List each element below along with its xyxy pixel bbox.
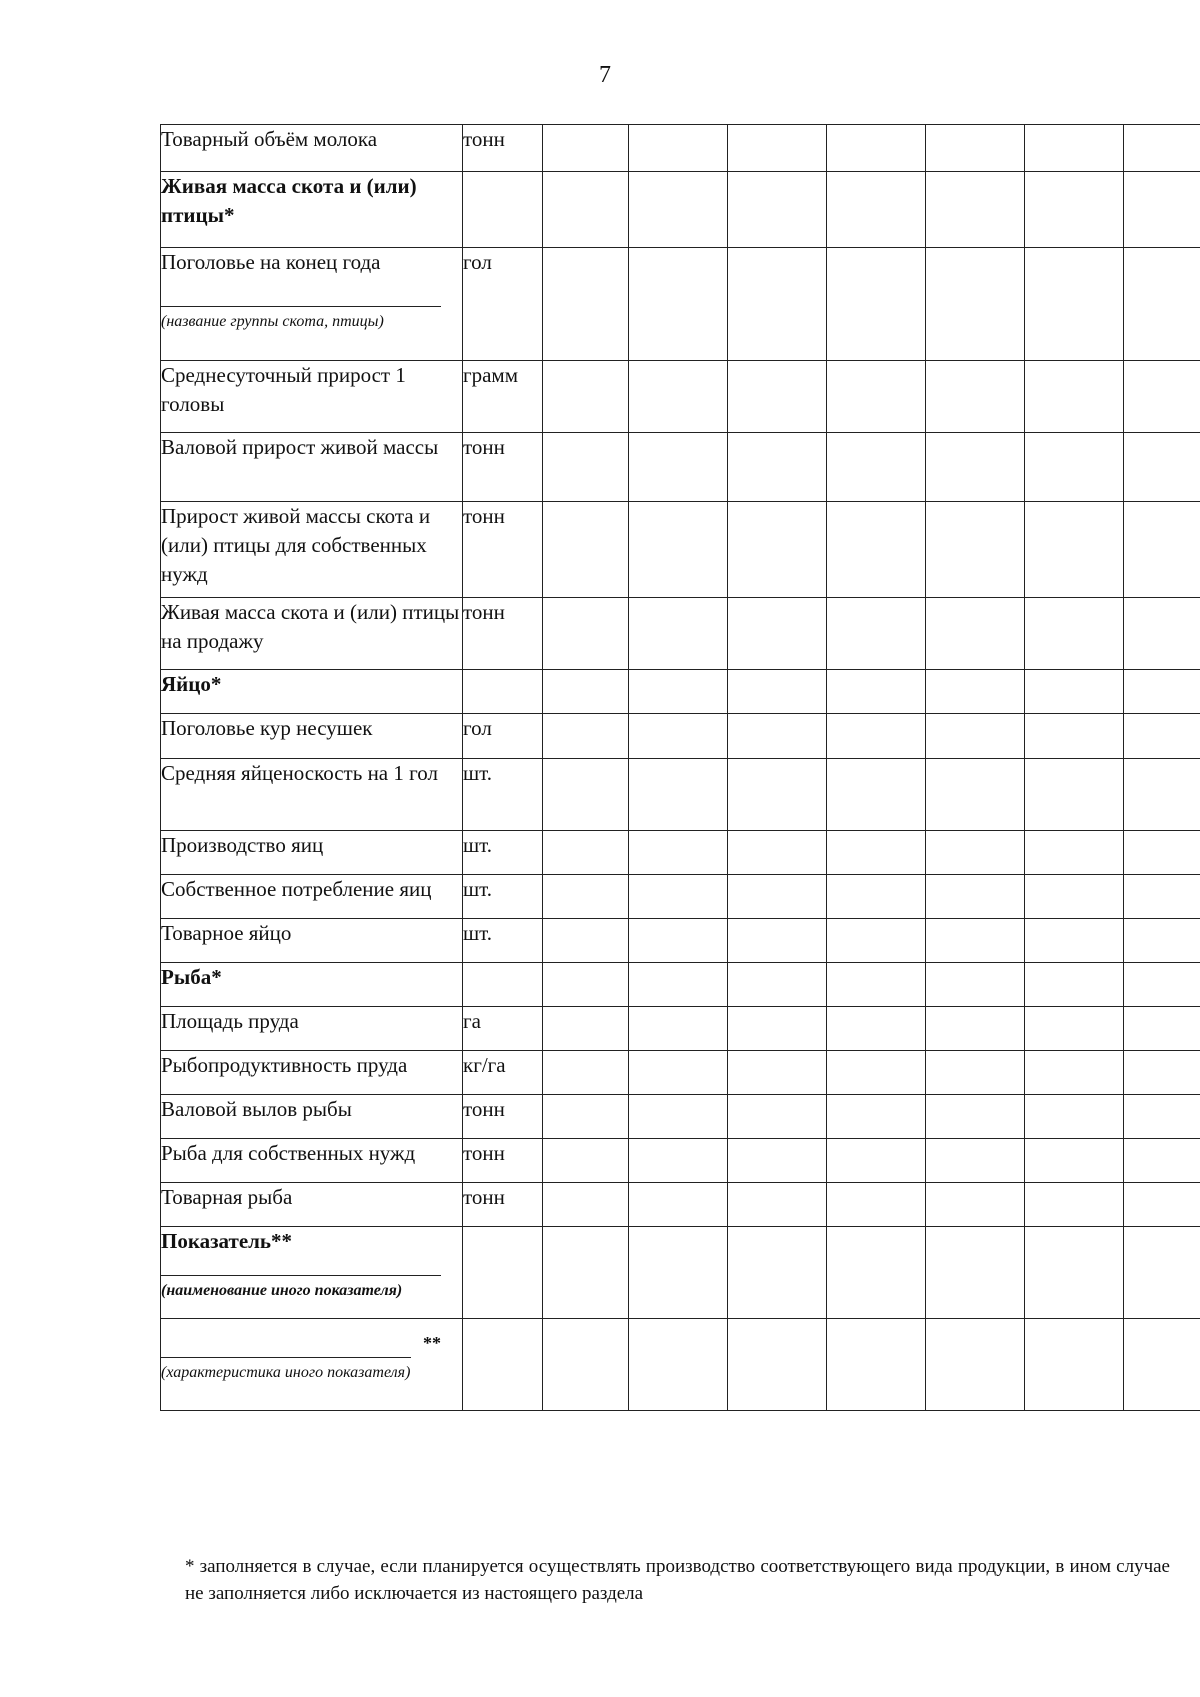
value-cell[interactable] [1124,1139,1200,1183]
indicator-name: Рыбопродуктивность пруда [161,1053,408,1077]
indicator-name-cell [161,963,463,1007]
value-cell[interactable] [1025,172,1124,248]
value-cell[interactable] [926,1183,1025,1227]
value-cell[interactable] [827,1007,926,1051]
value-cell[interactable] [827,831,926,875]
value-cell[interactable] [926,1319,1025,1411]
indicator-name: Поголовье кур несушек [161,716,373,740]
value-cell[interactable] [827,361,926,433]
unit-cell: тонн [463,125,543,172]
indicator-name-cell [161,1139,463,1183]
value-cell[interactable] [827,670,926,714]
unit-cell: тонн [463,433,543,502]
value-cell[interactable] [926,963,1025,1007]
table-row [161,502,1200,598]
unit-cell: гол [463,714,543,759]
fill-in-line[interactable] [161,1356,411,1358]
indicator-name-cell [161,1319,463,1411]
value-cell[interactable] [728,433,827,502]
value-cell[interactable] [926,598,1025,670]
indicator-name: Поголовье на конец года [161,250,381,274]
table-row [161,433,1200,502]
indicator-name: Товарная рыба [161,1185,293,1209]
value-cell[interactable] [1124,1007,1200,1051]
value-cell[interactable] [543,502,629,598]
value-cell[interactable] [728,714,827,759]
value-cell[interactable] [543,1007,629,1051]
value-cell[interactable] [1124,875,1200,919]
unit-cell: грамм [463,361,543,433]
value-cell[interactable] [926,919,1025,963]
value-cell[interactable] [629,248,728,361]
table-row [161,172,1200,248]
value-cell[interactable] [629,1139,728,1183]
value-cell[interactable] [827,502,926,598]
indicator-name-cell [161,248,463,361]
value-cell[interactable] [629,831,728,875]
fill-in-line[interactable] [161,1274,441,1276]
value-cell[interactable] [1025,248,1124,361]
value-cell[interactable] [827,433,926,502]
value-cell[interactable] [926,1227,1025,1319]
unit-cell [463,963,543,1007]
fill-in-line[interactable] [161,305,441,307]
value-cell[interactable] [629,502,728,598]
value-cell[interactable] [543,1051,629,1095]
value-cell[interactable] [728,248,827,361]
value-cell[interactable] [1025,1007,1124,1051]
value-cell[interactable] [728,1183,827,1227]
value-cell[interactable] [926,714,1025,759]
unit-cell [463,172,543,248]
indicator-name-cell [161,361,463,433]
indicator-name-cell [161,1227,463,1319]
value-cell[interactable] [728,125,827,172]
value-cell[interactable] [926,125,1025,172]
value-cell[interactable] [728,1319,827,1411]
value-cell[interactable] [1124,433,1200,502]
value-cell[interactable] [1124,1183,1200,1227]
value-cell[interactable] [926,433,1025,502]
indicator-name: Средняя яйценоскость на 1 гол [161,761,438,785]
table-row [161,1183,1200,1227]
page-number: 7 [599,62,611,88]
table-row [161,1095,1200,1139]
unit-cell [463,1319,543,1411]
value-cell[interactable] [1124,831,1200,875]
value-cell[interactable] [728,1227,827,1319]
value-cell[interactable] [629,1095,728,1139]
table-row [161,963,1200,1007]
value-cell[interactable] [728,502,827,598]
unit-cell: тонн [463,1183,543,1227]
footnote-marker: ** [423,1333,441,1353]
value-cell[interactable] [827,714,926,759]
value-cell[interactable] [728,670,827,714]
table-row [161,919,1200,963]
value-cell[interactable] [543,714,629,759]
value-cell[interactable] [629,125,728,172]
value-cell[interactable] [1124,1095,1200,1139]
value-cell[interactable] [827,1227,926,1319]
field-caption: (название группы скота, птицы) [161,313,384,330]
indicator-table [160,124,1200,1411]
value-cell[interactable] [1025,1183,1124,1227]
value-cell[interactable] [1124,502,1200,598]
value-cell[interactable] [543,1095,629,1139]
table-row [161,248,1200,361]
value-cell[interactable] [827,1319,926,1411]
indicator-name: Валовой прирост живой массы [161,435,439,459]
value-cell[interactable] [827,598,926,670]
value-cell[interactable] [1124,714,1200,759]
value-cell[interactable] [1025,598,1124,670]
value-cell[interactable] [926,361,1025,433]
indicator-name: Яйцо* [161,672,222,696]
value-cell[interactable] [543,1319,629,1411]
indicator-name-cell [161,875,463,919]
indicator-name: Показатель** [161,1229,293,1253]
indicator-name: Производство яиц [161,833,324,857]
value-cell[interactable] [728,831,827,875]
unit-cell: шт. [463,919,543,963]
indicator-name-cell [161,670,463,714]
indicator-name: Живая масса скота и (или) птицы на продажу [161,600,460,653]
indicator-name-cell [161,919,463,963]
value-cell[interactable] [1124,1051,1200,1095]
unit-cell: тонн [463,598,543,670]
value-cell[interactable] [1025,1227,1124,1319]
unit-cell [463,670,543,714]
unit-cell: шт. [463,875,543,919]
value-cell[interactable] [926,1007,1025,1051]
indicator-name: Прирост живой массы скота и (или) птицы для собственных нужд [161,504,431,586]
value-cell[interactable] [926,1095,1025,1139]
indicator-name-cell [161,598,463,670]
value-cell[interactable] [543,1183,629,1227]
table-row [161,1051,1200,1095]
value-cell[interactable] [1124,1319,1200,1411]
value-cell[interactable] [629,433,728,502]
value-cell[interactable] [543,598,629,670]
value-cell[interactable] [728,598,827,670]
value-cell[interactable] [926,759,1025,831]
value-cell[interactable] [1124,361,1200,433]
value-cell[interactable] [543,1227,629,1319]
value-cell[interactable] [827,1139,926,1183]
value-cell[interactable] [629,361,728,433]
value-cell[interactable] [1025,361,1124,433]
value-cell[interactable] [1025,1095,1124,1139]
value-cell[interactable] [926,248,1025,361]
value-cell[interactable] [1025,1139,1124,1183]
value-cell[interactable] [629,875,728,919]
value-cell[interactable] [827,248,926,361]
unit-cell: тонн [463,1095,543,1139]
footnote: * заполняется в случае, если планируется осуществлять производство соответствующего вида продукции, в ином случае не заполняется либо исключается из настоящего раздела [185,1556,1170,1604]
value-cell[interactable] [1025,670,1124,714]
value-cell[interactable] [1124,598,1200,670]
value-cell[interactable] [1124,1227,1200,1319]
value-cell[interactable] [827,963,926,1007]
unit-cell [463,1227,543,1319]
value-cell[interactable] [728,875,827,919]
value-cell[interactable] [926,670,1025,714]
field-caption: (наименование иного показателя) [161,1282,403,1299]
value-cell[interactable] [543,433,629,502]
indicator-name: Рыба* [161,965,222,989]
unit-cell: шт. [463,759,543,831]
indicator-name: Среднесуточный прирост 1 головы [161,363,406,416]
table-row [161,125,1200,172]
value-cell[interactable] [827,172,926,248]
value-cell[interactable] [629,963,728,1007]
value-cell[interactable] [827,1051,926,1095]
value-cell[interactable] [926,875,1025,919]
value-cell[interactable] [629,1319,728,1411]
value-cell[interactable] [728,361,827,433]
value-cell[interactable] [543,875,629,919]
value-cell[interactable] [1025,433,1124,502]
value-cell[interactable] [1124,172,1200,248]
indicator-name: Товарный объём молока [161,127,378,151]
value-cell[interactable] [543,759,629,831]
indicator-name-cell [161,1051,463,1095]
value-cell[interactable] [728,172,827,248]
table-row [161,598,1200,670]
indicator-name-cell [161,714,463,759]
value-cell[interactable] [629,670,728,714]
value-cell[interactable] [926,831,1025,875]
value-cell[interactable] [629,759,728,831]
indicator-name: Живая масса скота и (или) птицы* [161,174,417,227]
indicator-name-cell [161,1007,463,1051]
indicator-name: Валовой вылов рыбы [161,1097,352,1121]
value-cell[interactable] [1025,759,1124,831]
value-cell[interactable] [926,1139,1025,1183]
value-cell[interactable] [629,1183,728,1227]
indicator-name-cell [161,433,463,502]
value-cell[interactable] [728,1007,827,1051]
value-cell[interactable] [543,361,629,433]
value-cell[interactable] [543,172,629,248]
value-cell[interactable] [1124,248,1200,361]
indicator-name-cell [161,759,463,831]
table-row [161,714,1200,759]
value-cell[interactable] [1124,919,1200,963]
value-cell[interactable] [827,875,926,919]
table-row [161,361,1200,433]
value-cell[interactable] [543,125,629,172]
value-cell[interactable] [1025,919,1124,963]
indicator-name: Рыба для собственных нужд [161,1141,416,1165]
value-cell[interactable] [629,172,728,248]
value-cell[interactable] [1025,1051,1124,1095]
value-cell[interactable] [827,1095,926,1139]
value-cell[interactable] [1124,125,1200,172]
value-cell[interactable] [1025,714,1124,759]
value-cell[interactable] [827,125,926,172]
table-row [161,1227,1200,1319]
unit-cell: тонн [463,1139,543,1183]
unit-cell: шт. [463,831,543,875]
value-cell[interactable] [629,1051,728,1095]
value-cell[interactable] [1025,502,1124,598]
value-cell[interactable] [926,172,1025,248]
value-cell[interactable] [1124,963,1200,1007]
value-cell[interactable] [728,919,827,963]
indicator-name-cell [161,831,463,875]
value-cell[interactable] [728,963,827,1007]
value-cell[interactable] [543,831,629,875]
indicator-name: Собственное потребление яиц [161,877,432,901]
indicator-name: Товарное яйцо [161,921,292,945]
value-cell[interactable] [629,1007,728,1051]
table-row [161,831,1200,875]
value-cell[interactable] [543,919,629,963]
indicator-name-cell [161,1095,463,1139]
table-row [161,875,1200,919]
indicator-name-cell [161,502,463,598]
value-cell[interactable] [543,963,629,1007]
value-cell[interactable] [728,759,827,831]
indicator-name: Площадь пруда [161,1009,299,1033]
value-cell[interactable] [1124,670,1200,714]
table-row [161,1319,1200,1411]
indicator-name-cell [161,1183,463,1227]
unit-cell: кг/га [463,1051,543,1095]
value-cell[interactable] [629,919,728,963]
value-cell[interactable] [728,1051,827,1095]
value-cell[interactable] [1025,963,1124,1007]
unit-cell: гол [463,248,543,361]
value-cell[interactable] [827,919,926,963]
value-cell[interactable] [1025,875,1124,919]
value-cell[interactable] [728,1139,827,1183]
value-cell[interactable] [1025,831,1124,875]
indicator-name-cell [161,172,463,248]
value-cell[interactable] [827,1183,926,1227]
table-row [161,1007,1200,1051]
value-cell[interactable] [1025,125,1124,172]
value-cell[interactable] [629,598,728,670]
value-cell[interactable] [629,714,728,759]
table-row [161,1139,1200,1183]
value-cell[interactable] [543,1139,629,1183]
unit-cell: тонн [463,502,543,598]
indicator-name-cell [161,125,463,172]
unit-cell: га [463,1007,543,1051]
field-caption: (характеристика иного показателя) [161,1364,411,1381]
value-cell[interactable] [543,670,629,714]
value-cell[interactable] [926,502,1025,598]
value-cell[interactable] [728,1095,827,1139]
value-cell[interactable] [629,1227,728,1319]
value-cell[interactable] [1124,759,1200,831]
value-cell[interactable] [926,1051,1025,1095]
value-cell[interactable] [543,248,629,361]
table-row [161,670,1200,714]
value-cell[interactable] [1025,1319,1124,1411]
value-cell[interactable] [827,759,926,831]
table-row [161,759,1200,831]
